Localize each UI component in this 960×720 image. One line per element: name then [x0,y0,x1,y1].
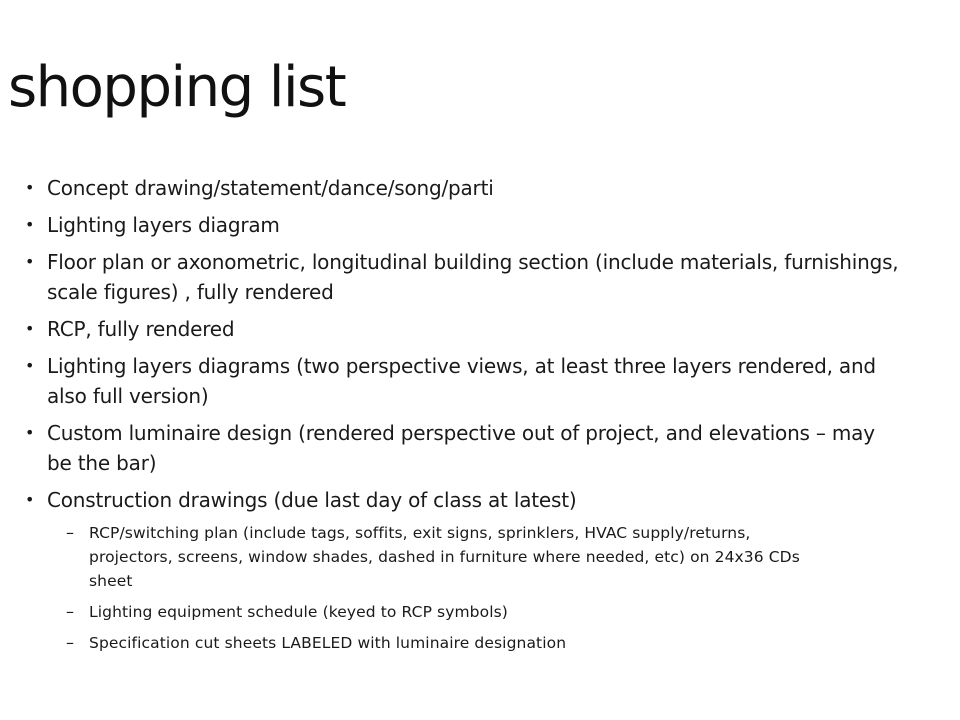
bullet-glyph: • [25,490,35,509]
sub-bullet-glyph: – [66,523,75,542]
bullet-glyph: • [25,252,35,271]
sub-bullet-text: Lighting equipment schedule (keyed to RCP symbols) [89,603,508,621]
bullet-item [0,314,900,344]
bullet-glyph: • [25,423,35,442]
bullet-item [0,351,900,411]
sub-bullet-item [47,521,809,593]
sub-bullet-item [47,600,809,624]
bullet-glyph: • [25,356,35,375]
bullet-glyph: • [25,178,35,197]
bullet-text: Lighting layers diagram [47,213,280,237]
sub-bullet-text: RCP/switching plan (include tags, soffits, exit signs, sprinklers, HVAC supply/returns, projectors, screens, window shades, dashed in furniture where needed, etc) on 24x36 CDs sheet [89,524,800,590]
bullet-item [0,485,900,655]
bullet-glyph: • [25,319,35,338]
bullet-text: RCP, fully rendered [47,317,235,341]
sub-bullet-glyph: – [66,602,75,621]
bullet-text: Construction drawings (due last day of class at latest) [47,488,577,512]
sub-bullet-glyph: – [66,633,75,652]
bullet-list [0,173,900,662]
bullet-text: Floor plan or axonometric, longitudinal building section (include materials, furnishings, scale figures) , fully rendered [47,250,899,304]
sub-bullet-list [47,521,900,655]
bullet-text: Custom luminaire design (rendered perspective out of project, and elevations – may be the bar) [47,421,875,475]
bullet-item [0,247,900,307]
bullet-text: Concept drawing/statement/dance/song/parti [47,176,494,200]
bullet-item [0,418,900,478]
bullet-item [0,210,900,240]
slide-title: shopping list [8,55,346,120]
sub-bullet-text: Specification cut sheets LABELED with luminaire designation [89,634,567,652]
bullet-glyph: • [25,215,35,234]
bullet-text: Lighting layers diagrams (two perspective views, at least three layers rendered, and also full version) [47,354,876,408]
sub-bullet-item [47,631,809,655]
bullet-item [0,173,900,203]
